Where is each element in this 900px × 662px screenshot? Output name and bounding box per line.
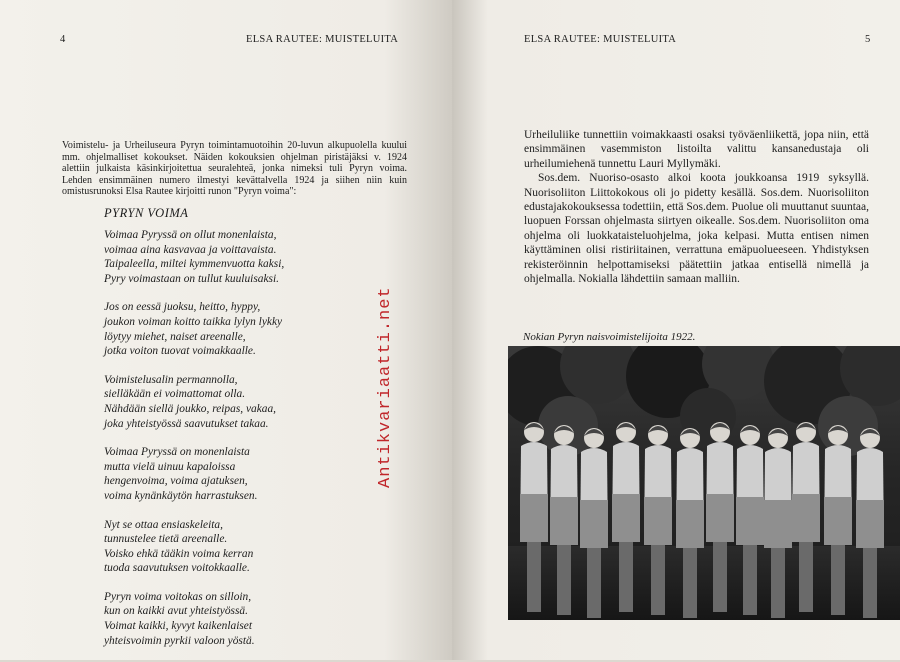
poem-line: jotka voiton tuovat voimakkaalle. — [104, 345, 256, 358]
poem-line: Voimaa Pyryssä on monenlaista — [104, 446, 250, 459]
poem — [104, 228, 404, 662]
poem-line: Voimaa Pyryssä on ollut monenlaista, — [104, 229, 277, 241]
poem-line: voima kynänkäytön harrastuksen. — [104, 489, 258, 502]
poem-line: Voimat kaikki, kyvyt kaikenlaiset — [104, 620, 253, 633]
poem-stanza — [104, 373, 404, 431]
photo-caption: Nokian Pyryn naisvoimistelijoita 1922. — [523, 331, 696, 343]
poem-line: Pyryn voima voitokas on silloin, — [104, 590, 252, 603]
poem-stanza — [104, 228, 404, 286]
poem-stanza — [104, 518, 404, 576]
watermark — [372, 250, 396, 490]
poem-title: PYRYN VOIMA — [104, 206, 189, 220]
poem-line: tuoda saavutuksen voitokkaalle. — [104, 562, 250, 575]
poem-line: Voisko ehkä tääkin voima kerran — [104, 547, 254, 560]
poem-line: sielläkään ei voimattomat olla. — [104, 388, 246, 401]
poem-line: Pyry voimastaan on tullut kuuluisaksi. — [104, 272, 279, 285]
group-photo — [508, 346, 900, 620]
poem-stanza — [104, 300, 404, 358]
poem-stanza — [104, 590, 404, 648]
paragraph: Sos.dem. Nuoriso-osasto alkoi koota joukkoansa 1919 syksyllä. Nuorisoliiton Liittokokous oli jo pidetty kesällä. Sos.dem. Nuorisoliiton edustajakokouksessa todettiin, että Sos.dem. Puolue oli muuttanut suuntaa, luopuen Forssan ohjelmasta siirtyen oikealle. Sos.dem. Nuorisoliiton oma ohjelma oli luokkataisteluohjelma, joka kelpasi. Mutta entisen nimen käyttäminen olisi ristiriitainen, verrattuna emäpuolueeseen. Yhdistyksen rekisteröinnin helpottamiseksi päätettiin jatkaa entisellä nimellä ja ohjelmalla. Nokialla lähdettiin samaan malliin. — [524, 172, 869, 286]
poem-line: tunnustelee tietä areenalle. — [104, 533, 228, 546]
running-head-right: ELSA RAUTEE: MUISTELUITA — [524, 34, 677, 45]
running-head-left: ELSA RAUTEE: MUISTELUITA — [246, 34, 399, 45]
poem-line: Nähdään siellä joukko, reipas, vakaa, — [104, 402, 276, 415]
poem-line: joukon voiman koitto taikka lylyn lykky — [104, 315, 283, 328]
body-text — [524, 128, 869, 286]
page-number-right: 5 — [865, 34, 871, 45]
poem-line: kun on kaikki avut yhteistyössä. — [104, 605, 248, 618]
bleed-through-text — [188, 68, 192, 85]
poem-line: joka yhteistyössä saavutukset takaa. — [104, 417, 269, 430]
poem-line: Jos on eessä juoksu, heitto, hyppy, — [104, 301, 261, 314]
intro-paragraph: Voimistelu- ja Urheiluseura Pyryn toimintamuotoihin 20-luvun alkupuolella kuului mm. ohjelmalliset kokoukset. Näiden kokouksien ohjelman piristäjäksi v. 1924 alettiin julkaista käsinkirjoitettua seuralehteä, jonka nimeksi tuli Pyryn voima. Lehden ensimmäinen numero ilmestyi kevättalvella 1924 ja siihen niin kuin omistusrunoksi Elsa Rautee kirjoitti runon "Pyryn voima": — [62, 140, 407, 198]
poem-line: Voimistelusalin permannolla, — [104, 373, 238, 386]
poem-line: hengenvoima, voima ajatuksen, — [104, 475, 248, 488]
poem-stanza — [104, 445, 404, 503]
poem-line: voimaa aina kasvavaa ja voittavaista. — [104, 243, 277, 256]
poem-line: mutta vielä uinuu kapaloissa — [104, 460, 236, 473]
poem-line: Nyt se ottaa ensiaskeleita, — [104, 518, 223, 531]
paragraph: Urheiluliike tunnettiin voimakkaasti osaksi työväenliikettä, jopa niin, että ensimmäinen vasemmiston listoilta valittu kansanedustaja oli urheilumiehenä tunnettu Lauri Myllymäki. — [524, 129, 869, 170]
page-number-left: 4 — [60, 34, 66, 45]
poem-line: Taipaleella, miltei kymmenvuotta kaksi, — [104, 258, 285, 271]
watermark-text: Antikvariaatti.net — [376, 286, 395, 488]
poem-line: yhteisvoimin pyrkii valoon yöstä. — [104, 634, 255, 647]
poem-line: löytyy miehet, naiset areenalle, — [104, 330, 246, 343]
